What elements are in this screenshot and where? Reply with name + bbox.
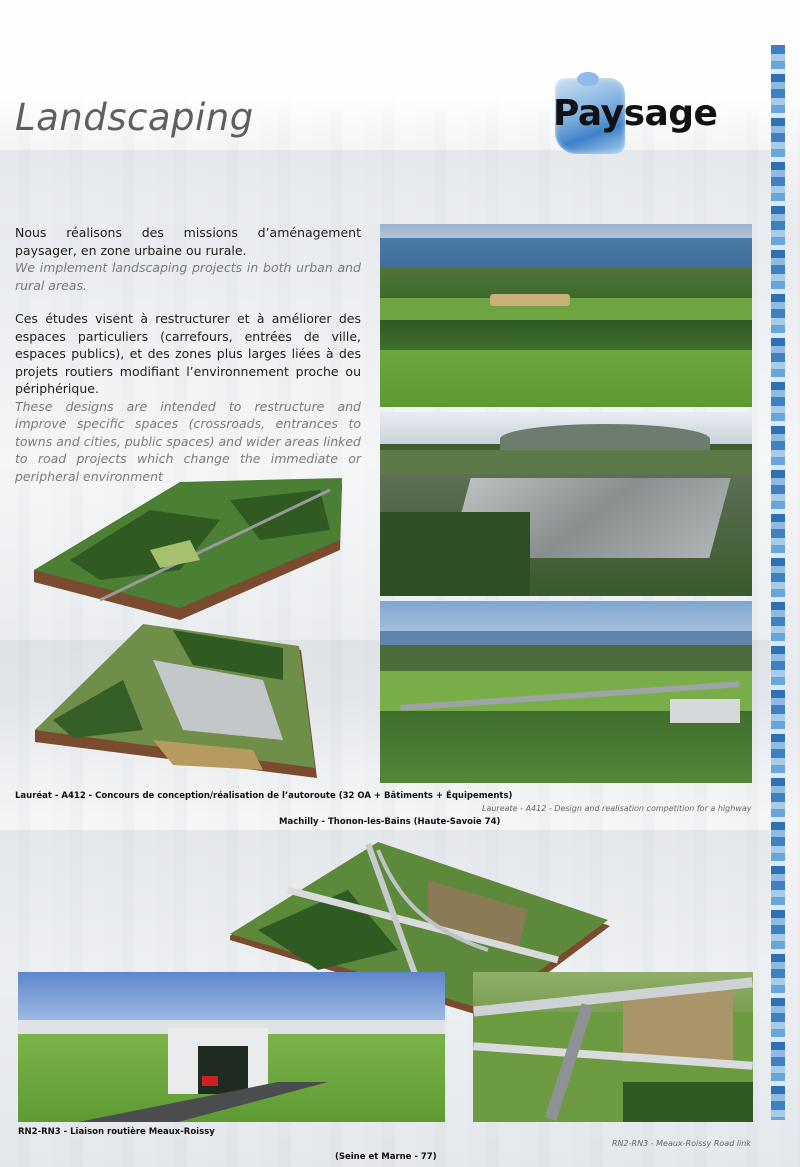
project1-location: Machilly - Thonon-les-Bains (Haute-Savoie 74) [279, 817, 501, 827]
photo-interchange-render [473, 972, 753, 1122]
intro-fr-2: Ces études visent à restructurer et à améliorer des espaces particuliers (carrefours, entrées de ville, espaces publics), et des zones plus larges liées à des projets routiers modifiant l’environnement proche ou périphérique. [15, 311, 361, 396]
project1-caption-en: Laureate - A412 - Design and realisation competition for a highway [482, 804, 752, 813]
relief-model-forest [30, 470, 350, 620]
logo-word: Paysage [553, 93, 718, 134]
project2-caption-en: RN2-RN3 - Meaux-Roissy Road link [612, 1139, 751, 1148]
page-title: Landscaping [15, 96, 254, 139]
project2-caption-fr: RN2-RN3 - Liaison routière Meaux-Roissy [18, 1127, 215, 1137]
relief-model-industrial [33, 620, 323, 785]
intro-text [15, 224, 361, 485]
project1-caption-fr: Lauréat - A412 - Concours de conception/réalisation de l’autoroute (32 OA + Bâtiments + Équipements) [15, 791, 513, 801]
photo-highway-landscape [380, 601, 752, 783]
paysage-logo [553, 74, 718, 160]
background-band [0, 150, 770, 220]
project2-location: (Seine et Marne - 77) [335, 1152, 437, 1162]
photo-underpass-render [18, 972, 445, 1122]
photo-industrial-zone [380, 412, 752, 596]
puzzle-knob-icon [577, 72, 599, 86]
decorative-blue-strip [771, 45, 785, 1120]
photo-lake-countryside [380, 224, 752, 407]
intro-en-1: We implement landscaping projects in both urban and rural areas. [15, 260, 361, 293]
intro-en-2: These designs are intended to restructure and improve specific spaces (crossroads, entrances to towns and cities, public spaces) and wider areas linked to road projects which change the immediate or peripheral environment [15, 398, 361, 484]
intro-fr-1: Nous réalisons des missions d’aménagement paysager, en zone urbaine ou rurale. [15, 225, 361, 258]
